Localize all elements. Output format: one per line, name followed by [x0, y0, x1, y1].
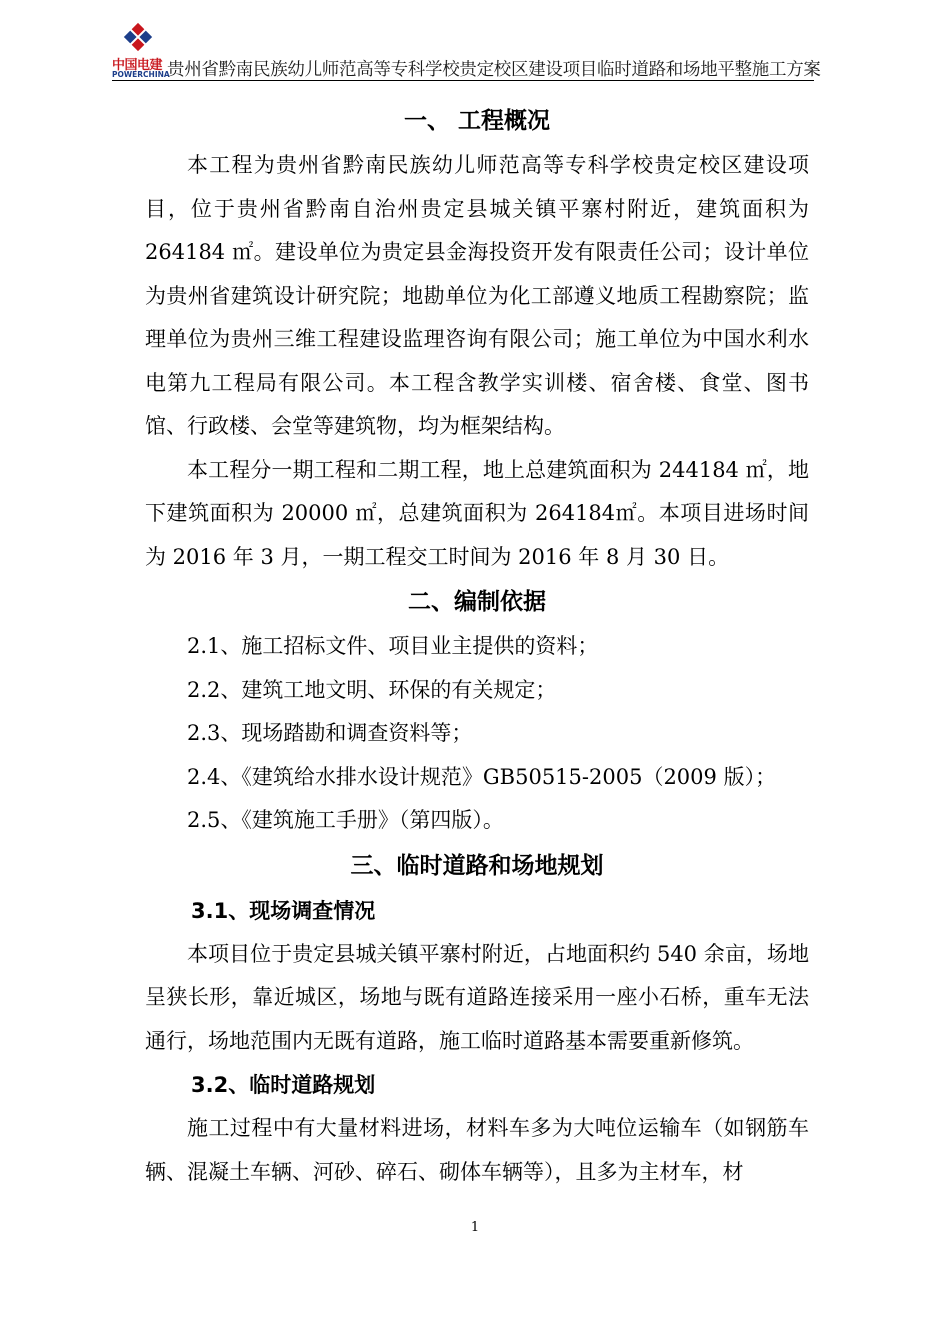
- section1-paragraph-2: 本工程分一期工程和二期工程，地上总建筑面积为 244184 ㎡，地下建筑面积为 20000 ㎡，总建筑面积为 264184㎡。本项目进场时间为 2016 年 3 月，一期工程交工时间为 2016 年 8 月 30 日。: [145, 457, 809, 569]
- basis-item: 2.5、《建筑施工手册》（第四版）。: [187, 808, 504, 832]
- page-number: 1: [470, 1220, 480, 1235]
- basis-item: 2.3、现场踏勘和调查资料等；: [187, 721, 473, 745]
- section1-heading: 一、 工程概况: [403, 108, 550, 134]
- page-header: [112, 18, 821, 80]
- basis-item: 2.1、施工招标文件、项目业主提供的资料；: [187, 634, 599, 658]
- powerchina-logo: [112, 18, 170, 80]
- header-divider: [112, 80, 814, 81]
- subsection-3-2-paragraph: 施工过程中有大量材料进场，材料车多为大吨位运输车（如钢筋车辆、混凝土车辆、河砂、碎石、砌体车辆等），且多为主材车，材: [145, 1116, 809, 1184]
- section3-heading: 三、临时道路和场地规划: [350, 852, 604, 879]
- basis-item: 2.4、《建筑给水排水设计规范》GB50515-2005（2009 版）；: [187, 764, 777, 789]
- section2-heading: 二、编制依据: [408, 589, 546, 615]
- subsection-3-2-heading: 3.2、临时道路规划: [191, 1073, 376, 1097]
- logo-cn-text: 中国电建: [112, 58, 163, 73]
- subsection-3-1-heading: 3.1、现场调查情况: [191, 898, 376, 923]
- basis-item: 2.2、建筑工地文明、环保的有关规定；: [187, 677, 557, 702]
- logo-en-text: POWERCHINA: [112, 70, 170, 79]
- section1-paragraph-1: 本工程为贵州省黔南民族幼儿师范高等专科学校贵定校区建设项目，位于贵州省黔南自治州贵定县城关镇平寨村附近，建筑面积为264184 ㎡。建设单位为贵定县金海投资开发有限责任公司；设计单位为贵州省建筑设计研究院；地勘单位为化工部遵义地质工程勘察院；监理单位为贵州三维工程建设监理咨询有限公司；施工单位为中国水利水电第九工程局有限公司。本工程含教学实训楼、宿舍楼、食堂、图书馆、行政楼、会堂等建筑物，均为框架结构。: [145, 153, 809, 438]
- document-body: [145, 96, 809, 1194]
- subsection-3-1-paragraph: 本项目位于贵定县城关镇平寨村附近，占地面积约 540 余亩，场地呈狭长形，靠近城区，场地与既有道路连接采用一座小石桥，重车无法通行，场地范围内无既有道路，施工临时道路基本需要重新修筑。: [145, 941, 809, 1053]
- header-title: 贵州省黔南民族幼儿师范高等专科学校贵定校区建设项目临时道路和场地平整施工方案: [167, 60, 821, 80]
- powerchina-logo-icon: [120, 20, 156, 54]
